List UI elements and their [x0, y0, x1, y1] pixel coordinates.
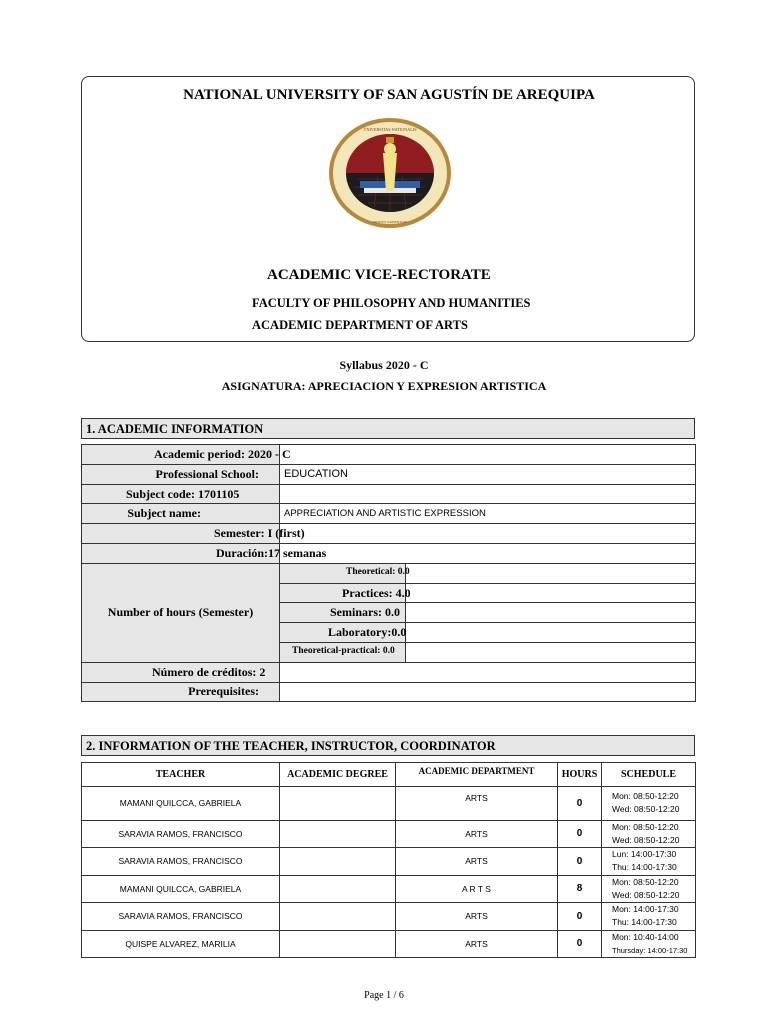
schedule	[602, 820, 696, 848]
column-header-teacher: TEACHER	[82, 763, 280, 787]
schedule-line: Wed: 08:50-12:20	[612, 889, 680, 900]
column-header-schedule: SCHEDULE	[602, 763, 696, 787]
schedule-line: Mon: 08:50-12:20	[612, 821, 679, 832]
academic-department: ARTS	[396, 930, 558, 958]
university-name: NATIONAL UNIVERSITY OF SAN AGUSTÍN DE AREQUIPA	[183, 87, 595, 103]
university-seal-logo	[328, 117, 452, 229]
subject-heading: ASIGNATURA: APRECIACION Y EXPRESION ARTISTICA	[221, 379, 547, 393]
hours: 0	[558, 787, 602, 821]
academic-period-label: Academic period: 2020 - C	[154, 447, 291, 461]
prerequisites-row	[82, 682, 696, 702]
academic-degree	[280, 875, 396, 903]
laboratory-hours: Laboratory:0.0	[328, 625, 407, 640]
teacher-name: SARAVIA RAMOS, FRANCISCO	[82, 848, 280, 876]
page-number: Page 1 / 6	[364, 990, 404, 1001]
hours: 0	[558, 903, 602, 931]
academic-information-table	[81, 444, 696, 702]
schedule-line: Lun: 14:00-17:30	[612, 849, 677, 860]
table-row	[82, 820, 696, 848]
teacher-name: SARAVIA RAMOS, FRANCISCO	[82, 903, 280, 931]
academic-department: ARTS	[396, 848, 558, 876]
seal-lettering: VNIVERSITAS NATIONALIS	[363, 127, 417, 132]
schedule-line: Mon: 10:40-14:00	[612, 931, 679, 942]
header-box	[81, 76, 695, 342]
teacher-name: MAMANI QUILCCA, GABRIELA	[82, 787, 280, 821]
theoretical-row	[82, 563, 696, 583]
table-row	[82, 875, 696, 903]
subject-name-value: APPRECIATION AND ARTISTIC EXPRESSION	[280, 504, 696, 524]
schedule-line: Mon: 08:50-12:20	[612, 791, 679, 802]
hours: 0	[558, 820, 602, 848]
vice-rectorate-title: ACADEMIC VICE-RECTORATE	[267, 267, 491, 283]
hours: 0	[558, 930, 602, 958]
academic-degree	[280, 848, 396, 876]
academic-department: ARTS	[396, 787, 558, 821]
teacher-table	[81, 762, 696, 958]
seal-motto: DIONYS SAPIENTIAE	[372, 220, 408, 224]
semester-row	[82, 524, 696, 544]
credits-label: Número de créditos: 2	[152, 664, 266, 679]
schedule	[602, 787, 696, 821]
table-row	[82, 930, 696, 958]
prerequisites-label: Prerequisites:	[82, 682, 280, 702]
teacher-table-header	[82, 763, 696, 787]
schedule	[602, 930, 696, 958]
hours-label: Number of hours (Semester)	[82, 563, 280, 662]
credits-row	[82, 662, 696, 682]
seminars-hours: Seminars: 0.0	[330, 605, 400, 620]
column-header-degree: ACADEMIC DEGREE	[280, 763, 396, 787]
teacher-name: SARAVIA RAMOS, FRANCISCO	[82, 820, 280, 848]
theoretical-practical-hours: Theoretical-practical: 0.0	[292, 645, 395, 656]
section-academic-information-title: 1. ACADEMIC INFORMATION	[81, 418, 695, 439]
schedule-line: Thu: 14:00-17:30	[612, 917, 677, 928]
table-row	[82, 903, 696, 931]
schedule-line: Wed: 08:50-12:20	[612, 834, 680, 845]
academic-degree	[280, 930, 396, 958]
syllabus-title: Syllabus 2020 - C	[339, 358, 429, 372]
duration-label: Duración:17 semanas	[216, 545, 327, 560]
theoretical-hours: Theoretical: 0.0	[346, 566, 410, 577]
academic-department: A R T S	[396, 875, 558, 903]
schedule	[602, 848, 696, 876]
schedule-line: Mon: 14:00-17:30	[612, 904, 679, 915]
schedule-line: Wed: 08:50-12:20	[612, 804, 680, 815]
table-row	[82, 787, 696, 821]
teacher-name: MAMANI QUILCCA, GABRIELA	[82, 875, 280, 903]
subject-code-label: Subject code: 1701105	[126, 486, 240, 501]
academic-degree	[280, 787, 396, 821]
subject-code-row	[82, 484, 696, 504]
hours: 8	[558, 875, 602, 903]
subject-name-row	[82, 504, 696, 524]
subject-name-label: Subject name:	[82, 504, 280, 524]
professional-school-value: EDUCATION	[280, 464, 696, 484]
schedule-line: Thu: 14:00-17:30	[612, 862, 677, 873]
practices-hours: Practices: 4.0	[342, 585, 411, 600]
section-teacher-information-title: 2. INFORMATION OF THE TEACHER, INSTRUCTOR, COORDINATOR	[81, 735, 695, 756]
academic-period-row	[82, 445, 696, 465]
teacher-name: QUISPE ALVAREZ, MARILIA	[82, 930, 280, 958]
hours: 0	[558, 848, 602, 876]
academic-department: ARTS	[396, 820, 558, 848]
academic-department: ARTS	[396, 903, 558, 931]
academic-degree	[280, 903, 396, 931]
schedule	[602, 875, 696, 903]
academic-degree	[280, 820, 396, 848]
table-row	[82, 848, 696, 876]
semester-label: Semester: I (first)	[214, 526, 305, 541]
faculty-name: FACULTY OF PHILOSOPHY AND HUMANITIES	[252, 296, 531, 310]
schedule-line: Thursday: 14:00-17:30	[612, 945, 688, 955]
column-header-department: ACADEMIC DEPARTMENT	[396, 763, 558, 787]
column-header-hours: HOURS	[558, 763, 602, 787]
schedule	[602, 903, 696, 931]
professional-school-row	[82, 464, 696, 484]
department-name: ACADEMIC DEPARTMENT OF ARTS	[252, 318, 468, 332]
professional-school-label: Professional School:	[82, 464, 280, 484]
duration-row	[82, 543, 696, 563]
schedule-line: Mon: 08:50-12:20	[612, 876, 679, 887]
